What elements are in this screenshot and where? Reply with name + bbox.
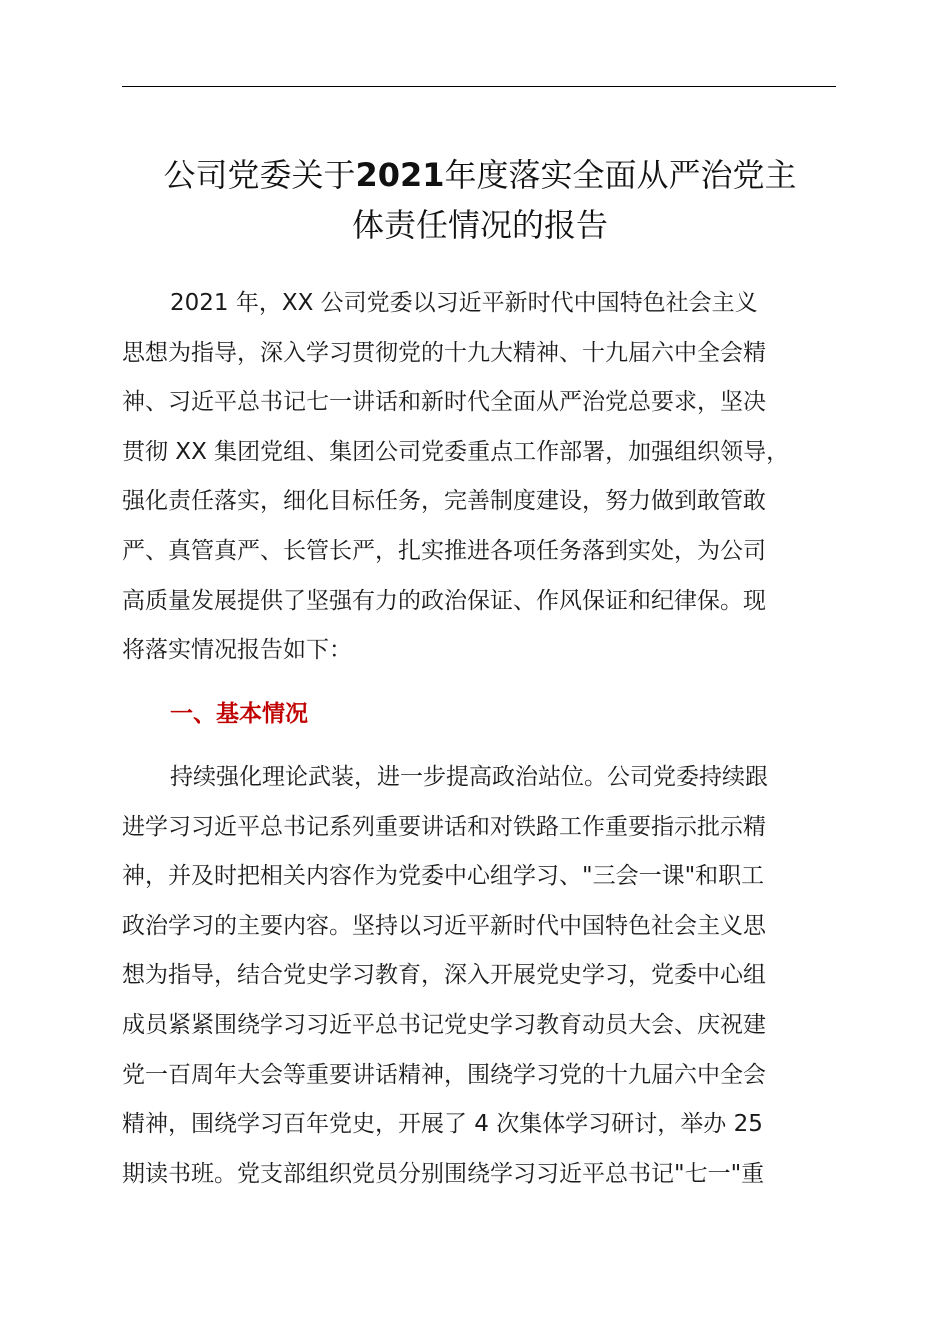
title-line-1 bbox=[110, 150, 850, 200]
body-line: 精神，围绕学习百年党史，开展了 4 次集体学习研讨，举办 25 bbox=[122, 1111, 763, 1138]
body-paragraph bbox=[122, 753, 862, 1199]
title-year: 2021 bbox=[355, 156, 445, 194]
body-line: 政治学习的主要内容。坚持以习近平新时代中国特色社会主义思 bbox=[122, 912, 766, 939]
body-line: 神，并及时把相关内容作为党委中心组学习、"三会一课"和职工 bbox=[122, 863, 765, 890]
section-heading: 一、基本情况 bbox=[170, 701, 308, 727]
title-line-1-part-1: 公司党委关于 bbox=[163, 156, 356, 194]
body-line: 成员紧紧围绕学习习近平总书记党史学习教育动员大会、庆祝建 bbox=[122, 1011, 766, 1038]
intro-line: 神、习近平总书记七一讲话和新时代全面从严治党总要求，坚决 bbox=[122, 389, 766, 416]
title-line-1-part-2: 年度落实全面从严治党主 bbox=[444, 156, 797, 194]
intro-line: 贯彻 XX 集团党组、集团公司党委重点工作部署，加强组织领导， bbox=[122, 438, 790, 465]
intro-line: 强化责任落实，细化目标任务，完善制度建设，努力做到敢管敢 bbox=[122, 488, 766, 515]
intro-line: 将落实情况报告如下： bbox=[122, 637, 352, 664]
intro-line: 严、真管真严、长管长严，扎实推进各项任务落到实处，为公司 bbox=[122, 537, 766, 564]
document-title bbox=[110, 150, 850, 250]
intro-line: 2021 年，XX 公司党委以习近平新时代中国特色社会主义 bbox=[170, 290, 758, 316]
intro-line: 思想为指导，深入学习贯彻党的十九大精神、十九届六中全会精 bbox=[122, 339, 766, 366]
header-rule bbox=[122, 86, 836, 87]
title-line-2: 体责任情况的报告 bbox=[351, 206, 608, 244]
body-line: 期读书班。党支部组织党员分别围绕学习习近平总书记"七一"重 bbox=[122, 1160, 765, 1187]
body-line: 进学习习近平总书记系列重要讲话和对铁路工作重要指示批示精 bbox=[122, 813, 766, 840]
intro-line: 高质量发展提供了坚强有力的政治保证、作风保证和纪律保。现 bbox=[122, 587, 766, 614]
body-line: 党一百周年大会等重要讲话精神，围绕学习党的十九届六中全会 bbox=[122, 1061, 766, 1088]
body-line: 想为指导，结合党史学习教育，深入开展党史学习，党委中心组 bbox=[122, 962, 766, 989]
intro-paragraph bbox=[122, 279, 862, 676]
body-line: 持续强化理论武装，进一步提高政治站位。公司党委持续跟 bbox=[170, 764, 768, 790]
